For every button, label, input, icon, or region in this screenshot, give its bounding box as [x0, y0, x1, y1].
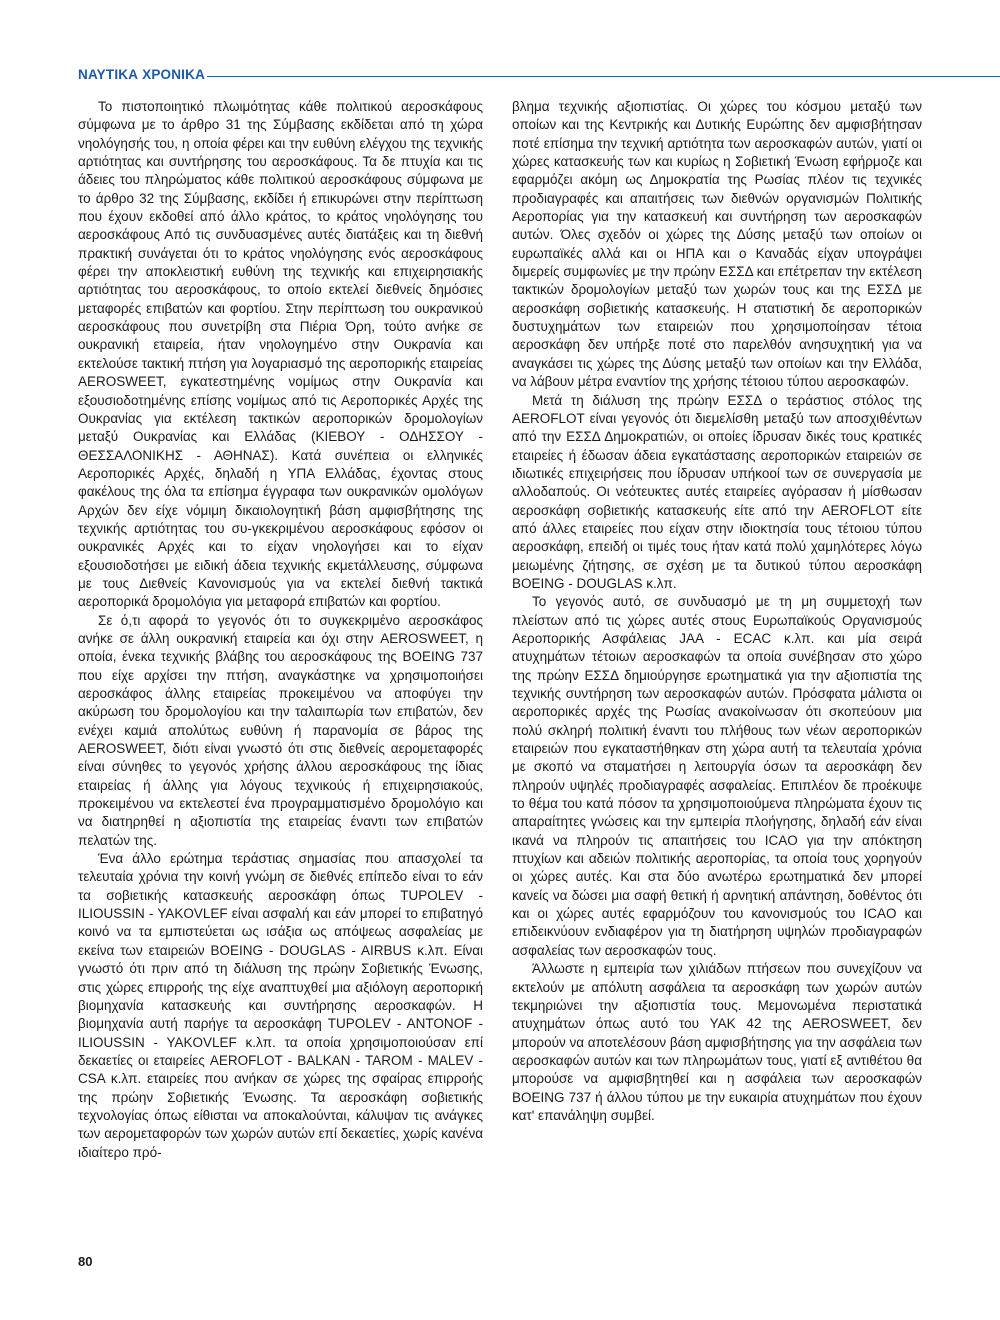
- paragraph: Άλλωστε η εμπειρία των χιλιάδων πτήσεων που συνεχίζουν να εκτελούν με απόλυτη ασφάλεια τα αεροσκάφη των χωρών αυτών τεκμηριώνει την αξιοπιστία τους. Μεμονωμένα περιστατικά ατυχημάτων όπως αυτό του ΥΑΚ 42 της AEROSWEET, δεν μπορούν να αποτελέσουν βάση αμφισβήτησης για την ασφάλεια των αεροσκαφών αυτών και των πληρωμάτων τους, γιατί εξ αντιθέτου θα μπορούσε να αμφισβητηθεί και η ασφάλεια των αεροσκαφών BOEING 737 ή άλλου τύπου με την ευκαιρία ατυχημάτων που έχουν κατ' επανάληψη συμβεί.: [512, 961, 923, 1123]
- paragraph: Σε ό,τι αφορά το γεγονός ότι το συγκεκριμένο αεροσκάφος ανήκε σε άλλη ουκρανική εταιρεία και όχι στην AEROSWEET, η οποία, ένεκα τεχνικής βλάβης του αεροσκάφους της BOEING 737 που είχε αρχίσει την πτήση, αναγκάστηκε να χρησιμοποιήσει αεροσκάφος άλλης εταιρείας προκειμένου να αποφύγει την ακύρωση του δρομολογίου και την ταλαιπωρία των επιβατών, δεν ενέχει καμιά απολύτως ευθύνη ή παρανομία σε βάρος της AEROSWEET, διότι είναι γνωστό ότι στις διεθνείς αερομεταφορές είναι σύνηθες το γεγονός χρήσης άλλου αεροσκάφους της ίδιας εταιρείας ή άλλης για λόγους τεχνικούς ή επιχειρησιακούς, προκειμένου να εκτελεστεί ένα προγραμματισμένο δρομολόγιο και να διατηρηθεί η αξιοπιστία της εταιρείας έναντι των επιβατών πελατών της.: [78, 612, 483, 848]
- page-number: 80: [78, 1254, 93, 1269]
- paragraph: Το γεγονός αυτό, σε συνδυασμό με τη μη συμμετοχή των πλείστων από τις χώρες αυτές στους Ευρωπαϊκούς Οργανισμούς Αεροπορικής Ασφάλειας JAA - ECAC κ.λπ. και μία σειρά ατυχημάτων τέτοιων αεροσκαφών τα οποία συνέβησαν στο χώρο της πρώην ΕΣΣΔ δημιούργησε ερωτηματικά για την αξιοπιστία της τεχνικής συντήρηση των αεροσκαφών αυτών. Πρόσφατα μάλιστα οι αεροπορικές αρχές της Ρωσίας ανακοίνωσαν ότι σκοπεύουν μια πολύ σκληρή πολιτική έναντι του πλήθους των νέων αεροπορικών εταιρειών που εγκαταστήθηκαν στη χώρα αυτή τα τελευταία χρόνια με σκοπό να σταματήσει η λειτουργία όσων τα αεροσκάφη δεν πληρούν υψηλές προδιαγραφές ασφαλείας. Επιπλέον δε προέκυψε το θέμα του κατά πόσον τα χρησιμοποιούμενα πληρώματα έχουν τις απαραίτητες γνώσεις και την εμπειρία πλοήγησης, δηλαδή εάν είναι ικανά να πληρούν τις απαιτήσεις του ICAO για την απόκτηση πτυχίων και αδειών πολιτικής αεροπορίας, τα οποία τους χορηγούν οι χώρες αυτές. Και στα δύο ανωτέρω ερωτηματικά δεν μπορεί κανείς να δώσει μια σαφή θετική ή αρνητική απάντηση, δοθέντος ότι και οι χώρες αυτές εφαρμόζουν του κανονισμούς του ICAO και επιδεικνύουν ενδιαφέρον για τη διατήρηση υψηλών προδιαγραφών ασφαλείας των αεροσκαφών τους.: [512, 594, 922, 958]
- header-rule: [207, 76, 1000, 77]
- paragraph: Ένα άλλο ερώτημα τεράστιας σημασίας που απασχολεί τα τελευταία χρόνια την κοινή γνώμη σε διεθνές επίπεδο είναι το εάν τα σοβιετικής κατασκευής αεροσκάφη όπως TUPOLEV - ILIOUSSIN - YAKOVLEF είναι ασφαλή και εάν μπορεί το επιβατηγό κοινό να τα εμπιστεύεται ως ισάξια ως απόψεως ασφαλείας με εκείνα των εταιρειών BOEING - DOUGLAS - AIRBUS κ.λπ. Είναι γνωστό ότι πριν από τη διάλυση της πρώην Σοβιετικής Ένωσης, στις χώρες επιρροής της είχε αναπτυχθεί μια αξιόλογη αεροπορική βιομηχανία κατασκευής και συντήρησης αεροσκαφών. Η βιομηχανία αυτή παρήγε τα αεροσκάφη TUPOLEV - ANTONOF - ILIOUSSIN - YAKOVLEF κ.λπ. τα οποία χρησιμοποιούσαν επί δεκαετίες οι εταιρείες AEROFLOT - BALKAN - TAROM - MALEV - CSA κ.λπ. εταιρείες που ανήκαν σε χώρες της σφαίρας επιρροής της πρώην Σοβιετικής Ένωσης. Τα αεροσκάφη σοβιετικής τεχνολογίας όπως είθισται να αποκαλούνται, κάλυψαν τις ανάγκες των αερομεταφορών των χωρών αυτών επί δεκαετίες, χωρίς κανένα ιδιαίτερο πρό-: [78, 851, 483, 1160]
- right-column: [512, 98, 922, 1125]
- paragraph: Μετά τη διάλυση της πρώην ΕΣΣΔ ο τεράστιος στόλος της AEROFLOT είναι γεγονός ότι διεμελίσθη μεταξύ των αποσχιθέντων από την ΕΣΣΔ Δημοκρατιών, οι οποίες ίδρυσαν δικές τους κρατικές εταιρείες ή έδωσαν άδεια εγκατάστασης αεροπορικών εταιρειών σε ιδιωτικές επιχειρήσεις που ίδρυσαν υπήκοοί των σε συνεργασία με αλλοδαπούς. Οι νεότευκτες αυτές εταιρείες αγόρασαν ή μίσθωσαν αεροσκάφη σοβιετικής κατασκευής είτε από την AEROFLOT είτε από άλλες εταιρείες που είχαν στην ιδιοκτησία τους τέτοιου τύπου αεροσκάφη, επειδή οι τιμές τους ήταν κατά πολύ χαμηλότερες λόγω μειωμένης ζήτησης, σε σχέση με τα δυτικού τύπου αεροσκάφη BOEING - DOUGLAS κ.λπ.: [512, 392, 922, 591]
- paragraph-continued: βλημα τεχνικής αξιοπιστίας. Οι χώρες του κόσμου μεταξύ των οποίων και της Κεντρικής και Δυτικής Ευρώπης δεν αμφισβήτησαν ποτέ επίσημα την τεχνική αρτιότητα των αεροσκαφών αυτών, γιατί οι χώρες κατασκευής των και κυρίως η Σοβιετική Ένωση εφήρμοζε και εφαρμόζει ακόμη ως Δημοκρατία της Ρωσίας πλέον τις τεχνικές προδιαγραφές και απαιτήσεις των διεθνών οργανισμών Πολιτικής Αεροπορίας για την κατασκευή και συντήρηση των αεροσκαφών αυτών. Όλες σχεδόν οι χώρες της Δύσης μεταξύ των οποίων οι ευρωπαϊκές αλλά και οι ΗΠΑ και ο Καναδάς είχαν υπογράψει διμερείς συμφωνίες με την πρώην ΕΣΣΔ και επέτρεπαν την εκτέλεση τακτικών δρομολογίων μεταξύ των χωρών τους και της ΕΣΣΔ με αεροσκάφη σοβιετικής κατασκευής. Η στατιστική δε αεροπορικών δυστυχημάτων των εταιρειών που χρησιμοποίησαν τέτοια αεροσκάφη δεν υπήρξε ποτέ στο παρελθόν ανησυχητική για να αναγκάσει τις χώρες της Δύσης μεταξύ των οποίων και την Ελλάδα, να λάβουν μέτρα εναντίον της χρήσης τέτοιου τύπου αεροσκαφών.: [512, 99, 922, 390]
- paragraph: Το πιστοποιητικό πλωιμότητας κάθε πολιτικού αεροσκάφους σύμφωνα με το άρθρο 31 της Σύμβασης εκδίδεται από τη χώρα νηολόγησής του, η οποία φέρει και την ευθύνη ελέγχου της τεχνικής αρτιότητας και συντήρησης του αεροσκάφους. Τα δε πτυχία και τις άδειες του πληρώματος κάθε πολιτικού αεροσκάφους σύμφωνα με το άρθρο 32 της Σύμβασης, εκδίδει ή επικυρώνει στην περίπτωση που έχουν εκδοθεί από άλλο κράτος, το κράτος νηολόγησης του αεροσκάφους Από τις συνδυασμένες αυτές διατάξεις και τη διεθνή πρακτική συνάγεται ότι το κράτος νηολόγησης ενός αεροσκάφους φέρει την αποκλειστική ευθύνη της τεχνικής και επιχειρησιακής αρτιότητας του αεροσκάφους, το οποίο εκτελεί διεθνείς δημόσιες μεταφορές επιβατών και φορτίου. Στην περίπτωση του ουκρανικού αεροσκάφους που συνετρίβη στα Πιέρια Όρη, τούτο ανήκε σε ουκρανική εταιρεία, ήταν νηολογημένο στην Ουκρανία και εκτελούσε τακτική πτήση για λογαριασμό της αεροπορικής εταιρείας AEROSWEET, εγκατεστημένης νομίμως στην Ουκρανία και εξουσιοδοτημένης επίσης νομίμως από τις Αεροπορικές Αρχές της Ουκρανίας για εκτέλεση τακτικών αεροπορικών δρομολογίων μεταξύ Ουκρανίας και Ελλάδας (ΚΙΕΒΟΥ - ΟΔΗΣΣΟΥ - ΘΕΣΣΑΛΟΝΙΚΗΣ - ΑΘΗΝΑΣ). Κατά συνέπεια οι ελληνικές Αεροπορικές Αρχές, δηλαδή η ΥΠΑ Ελλάδας, έχοντας στους φακέλους της όλα τα επίσημα έγγραφα των ουκρανικών ομολόγων Αρχών δεν είχε νόμιμη δικαιολογητική βάση αμφισβήτησης της τεχνικής αρτιότητας του συ-γκεκριμένου αεροσκάφους εφόσον οι ουκρανικές Αρχές και το είχαν νηολογήσει και το είχαν εξουσιοδοτήσει με ειδική άδεια τεχνικής εκμετάλλευσης, σύμφωνα με τους Διεθνείς Κανονισμούς για να εκτελεί διεθνή τακτικά αεροπορικά δρομολόγια για μεταφορά επιβατών και φορτίου.: [78, 99, 483, 610]
- running-header: [78, 64, 1000, 84]
- magazine-title: ΝΑΥΤΙΚΑ ΧΡΟΝΙΚΑ: [78, 66, 206, 82]
- left-column: [78, 98, 483, 1162]
